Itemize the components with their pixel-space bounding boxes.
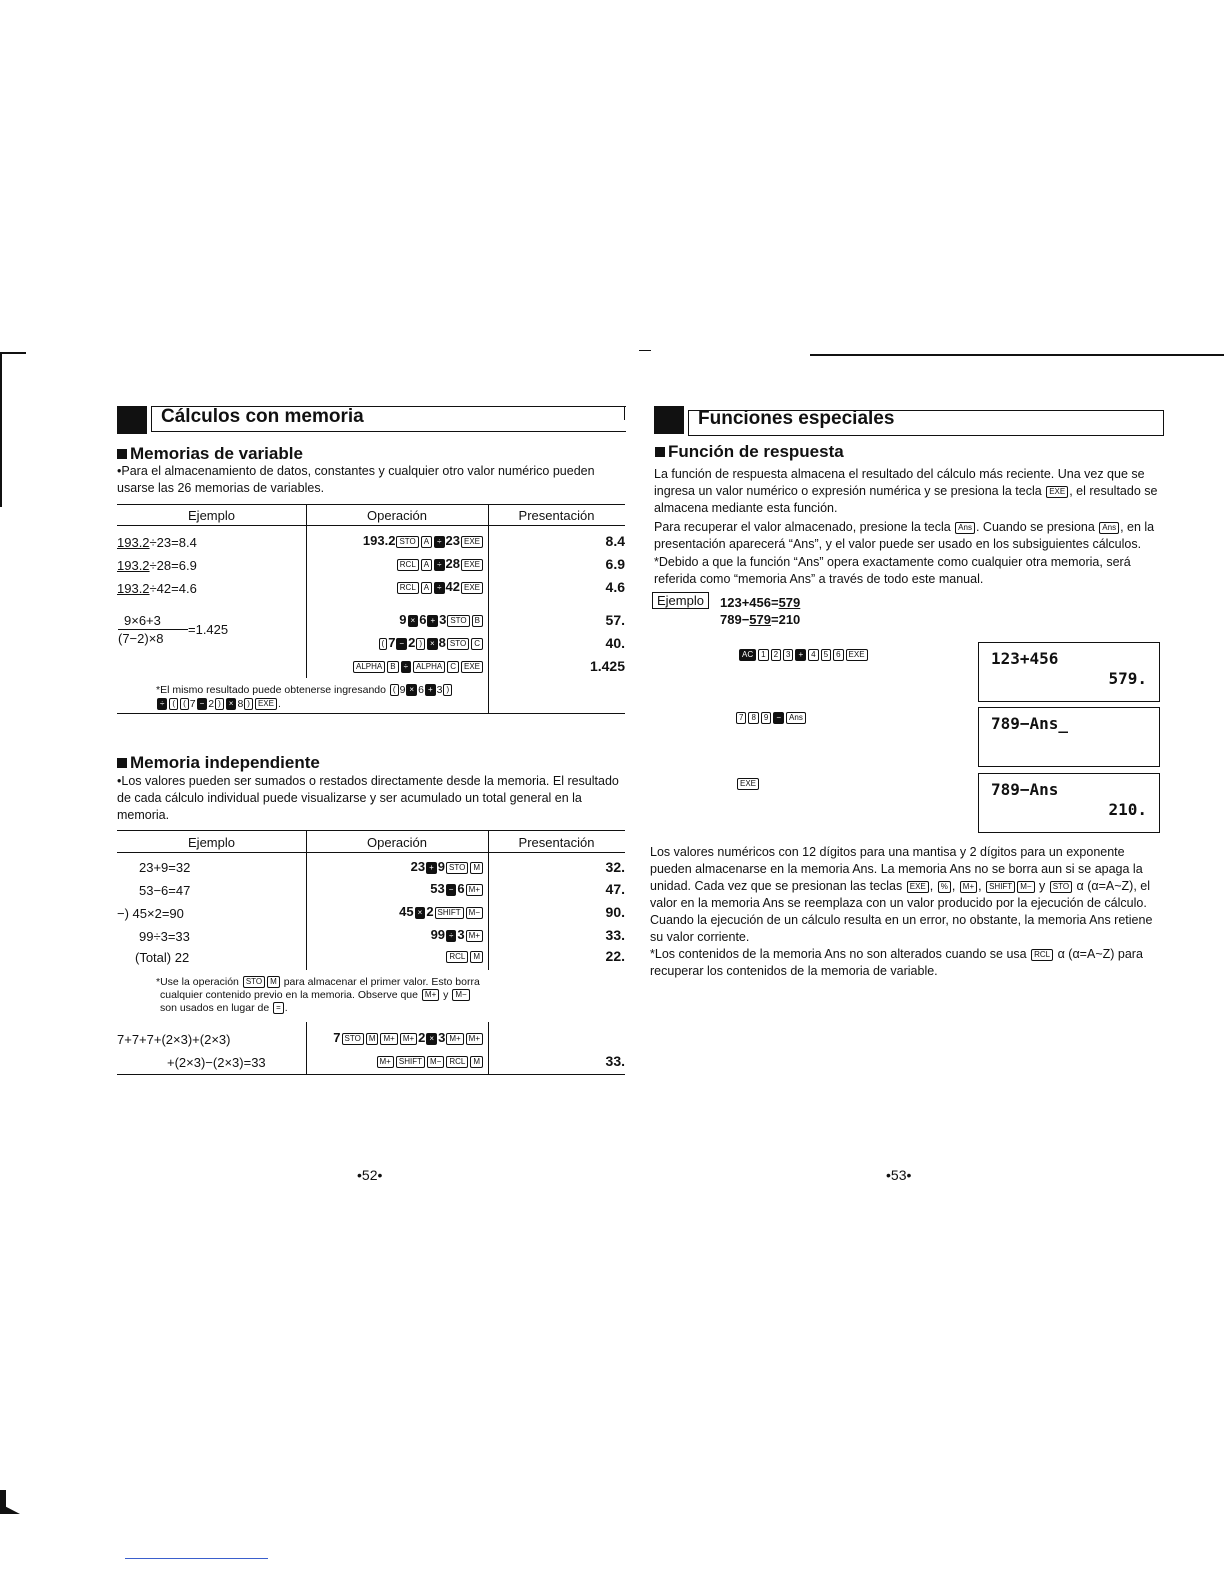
calculator-key-icon: M xyxy=(470,862,483,874)
table-row-example: 193.2÷42=4.6 xyxy=(117,581,197,596)
variable-table-note: ÷ ( ( 7 − 2 ) × 8 ) EXE . xyxy=(156,698,281,711)
calculator-key-icon: STO xyxy=(446,862,468,874)
calculator-key-icon: M+ xyxy=(960,881,977,893)
calculator-key-icon: EXE xyxy=(255,698,277,710)
table-col-divider xyxy=(488,830,489,970)
table-row-operation: 99 ÷ 3 M+ xyxy=(306,927,484,942)
calculator-key-icon: C xyxy=(471,638,483,650)
calculator-key-icon: AC xyxy=(739,649,756,661)
calculator-key-icon: M− xyxy=(1017,881,1034,893)
table-row-operation: 53 − 6 M+ xyxy=(306,881,484,896)
display-line-1: 789−Ans xyxy=(991,780,1059,799)
table-row-example: 193.2÷28=6.9 xyxy=(117,558,197,573)
calculator-key-icon: EXE xyxy=(461,559,483,571)
fraction-result: =1.425 xyxy=(188,622,229,637)
left-edge-line xyxy=(0,352,2,507)
calculator-key-icon: Ans xyxy=(1099,522,1119,534)
table-row-result: 1.425 xyxy=(589,658,625,674)
calculator-key-icon: M− xyxy=(452,989,469,1001)
calculator-key-icon: EXE xyxy=(846,649,868,661)
calculator-key-icon: ) xyxy=(416,638,425,650)
calculator-key-icon: M+ xyxy=(422,989,439,1001)
table-row-operation: 193.2 STO A ÷ 23 EXE xyxy=(306,533,484,548)
right-top-rule xyxy=(810,354,1224,356)
ejemplo-label: Ejemplo xyxy=(652,592,709,609)
table-row-operation: RCL A ÷ 28 EXE xyxy=(306,556,484,571)
calculator-key-icon: × xyxy=(426,1033,437,1045)
variable-memory-heading: Memorias de variable xyxy=(117,444,303,464)
calculator-key-icon: M+ xyxy=(466,930,483,942)
calculator-key-icon: M xyxy=(470,951,483,963)
calculator-key-icon: STO xyxy=(1050,881,1072,893)
table-row-operation: 45 × 2 SHIFT M− xyxy=(306,904,484,919)
table-row-result: 32. xyxy=(605,859,625,875)
fraction-numerator: 9×6+3 xyxy=(124,613,161,628)
center-tick xyxy=(639,350,651,351)
calculator-key-icon: M xyxy=(470,1056,483,1068)
calculator-key-icon: A xyxy=(421,559,432,571)
calculator-key-icon: ( xyxy=(390,684,399,696)
variable-table-note: *El mismo resultado puede obtenerse ingresando ( 9 × 6 + 3 ) xyxy=(156,684,453,697)
calculator-key-icon: RCL xyxy=(446,951,468,963)
calculator-key-icon: M+ xyxy=(466,884,483,896)
calculator-key-icon: M− xyxy=(466,907,483,919)
calculator-key-icon: − xyxy=(446,884,457,896)
calculator-key-icon: M− xyxy=(427,1056,444,1068)
left-bottom-mark xyxy=(0,1490,20,1514)
table-header-rule xyxy=(117,852,625,853)
col-header-ejemplo: Ejemplo xyxy=(188,508,235,523)
calculator-key-icon: STO xyxy=(243,976,265,988)
calculator-key-icon: EXE xyxy=(737,778,759,790)
col-header-operacion: Operación xyxy=(367,508,427,523)
table-row-operation: 23 + 9 STO M xyxy=(306,859,484,874)
table-row-example: 23+9=32 xyxy=(139,860,191,875)
calculator-key-icon: M+ xyxy=(466,1033,483,1045)
col-header-operacion: Operación xyxy=(367,835,427,850)
calculator-key-icon: STO xyxy=(447,638,469,650)
table-row-example: 7+7+7+(2×3)+(2×3) xyxy=(117,1032,231,1047)
key-sequence xyxy=(735,710,807,724)
display-line-1: 123+456 xyxy=(991,649,1059,668)
calculator-key-icon: % xyxy=(938,881,951,893)
table-row-operation xyxy=(306,658,484,673)
table-row-example: 53−6=47 xyxy=(139,883,191,898)
section-block-marker xyxy=(654,406,684,434)
table-row-operation xyxy=(306,948,484,963)
table-row-result: 90. xyxy=(605,904,625,920)
calculator-key-icon: ÷ xyxy=(434,536,444,548)
calculator-key-icon: M+ xyxy=(380,1033,397,1045)
calculator-key-icon: 3 xyxy=(783,649,793,661)
calculator-key-icon: EXE xyxy=(461,582,483,594)
table-row-operation: RCL A ÷ 42 EXE xyxy=(306,579,484,594)
calculator-key-icon: RCL xyxy=(1031,949,1053,961)
table-row-result: 47. xyxy=(605,881,625,897)
calculator-key-icon: Ans xyxy=(955,522,975,534)
calculator-display xyxy=(978,773,1160,833)
calculator-key-icon: M+ xyxy=(377,1056,394,1068)
calculator-key-icon: ALPHA xyxy=(353,661,385,673)
independent-table-note: *Use la operación STO M para almacenar el primer valor. Esto borra xyxy=(156,976,480,988)
calculator-key-icon: M+ xyxy=(446,1033,463,1045)
key-sequence xyxy=(738,647,869,661)
calculator-key-icon: ALPHA xyxy=(413,661,445,673)
answer-paragraph-3: *Debido a que la función “Ans” opera exactamente como cualquier otra memoria, será referida como “memoria Ans” a través de todo este manual. xyxy=(654,555,1131,586)
display-line-2: 579. xyxy=(1108,669,1147,688)
calculator-key-icon: × xyxy=(406,684,417,696)
independent-table-note: son usados en lugar de = . xyxy=(160,1002,288,1014)
calculator-key-icon: ÷ xyxy=(446,930,456,942)
table-col-divider xyxy=(488,1022,489,1074)
calculator-key-icon: RCL xyxy=(397,559,419,571)
table-row-operation: 9 × 6 + 3 STO B xyxy=(306,612,484,627)
table-row-example: +(2×3)−(2×3)=33 xyxy=(167,1055,266,1070)
table-row-example: 99÷3=33 xyxy=(139,929,190,944)
table-top-rule xyxy=(117,830,625,831)
calculator-key-icon: A xyxy=(421,536,432,548)
calculator-key-icon: 7 xyxy=(736,712,746,724)
left-top-rule xyxy=(0,352,26,354)
table-row-result: 22. xyxy=(605,948,625,964)
calculator-key-icon: 8 xyxy=(748,712,758,724)
calculator-key-icon: EXE xyxy=(1046,486,1068,498)
right-section-header xyxy=(654,406,1164,436)
answer-paragraph-5: *Los contenidos de la memoria Ans no son alterados cuando se usa RCL α (α=A~Z) para recuperar los contenidos de la memoria de variable. xyxy=(650,947,1143,978)
independent-memory-intro: •Los valores pueden ser sumados o restados directamente desde la memoria. El resultado de cada cálculo individual puede visualizarse y ser acumulado un total general en la memoria. xyxy=(117,774,619,822)
table-row-example: 193.2÷23=8.4 xyxy=(117,535,197,550)
calculator-key-icon: SHIFT xyxy=(986,881,1015,893)
table-row-operation: ( 7 − 2 ) × 8 STO C xyxy=(306,635,484,650)
calculator-key-icon: × xyxy=(415,907,426,919)
table-row-result: 40. xyxy=(605,635,625,651)
calculator-key-icon: SHIFT xyxy=(435,907,464,919)
calculator-key-icon: RCL xyxy=(446,1056,468,1068)
calculator-key-icon: B xyxy=(387,661,398,673)
table-row-result: 57. xyxy=(605,612,625,628)
calculator-key-icon: M xyxy=(366,1033,379,1045)
table-top-rule xyxy=(117,504,625,505)
calculator-key-icon: × xyxy=(427,638,438,650)
calculator-key-icon: ÷ xyxy=(401,661,411,673)
table-bottom-rule xyxy=(117,713,625,714)
calculator-key-icon: + xyxy=(795,649,806,661)
independent-memory-heading: Memoria independiente xyxy=(117,753,320,773)
calculator-key-icon: 2 xyxy=(771,649,781,661)
table-row-operation xyxy=(306,1053,484,1068)
table-row-result: 6.9 xyxy=(605,556,625,572)
calculator-key-icon: ÷ xyxy=(157,698,167,710)
calculator-key-icon: A xyxy=(421,582,432,594)
answer-paragraph-4: Los valores numéricos con 12 dígitos para una mantisa y 2 dígitos para un exponente pueden almacenarse en la memoria Ans. La memoria Ans no se borra aun si se apaga la unidad. Cada vez que se presionan las teclas EXE , % , M+ , SHIFT M− y STO α (α=A~Z), el valor en la memoria Ans se reemplaza con un valor producido por la ejecución de cálculo. Cuando la ejecución de un cálculo resulta en un error, no obstante, la memoria Ans retiene su valor corriente. xyxy=(650,845,1153,944)
calculator-key-icon: STO xyxy=(447,615,469,627)
table-row-result: 33. xyxy=(605,927,625,943)
calculator-key-icon: EXE xyxy=(907,881,929,893)
calculator-key-icon: ( xyxy=(379,638,388,650)
fraction-denominator: (7−2)×8 xyxy=(118,631,164,646)
calculator-key-icon: 5 xyxy=(821,649,831,661)
calculator-key-icon: STO xyxy=(342,1033,364,1045)
col-header-presentacion: Presentación xyxy=(518,508,595,523)
fraction-bar xyxy=(118,629,188,630)
table-bottom-rule xyxy=(117,1074,625,1075)
table-row-example: −) 45×2=90 xyxy=(117,906,184,921)
calculator-key-icon: = xyxy=(273,1002,284,1014)
calculator-key-icon: C xyxy=(447,661,459,673)
calculator-key-icon: SHIFT xyxy=(396,1056,425,1068)
calculator-key-icon: ) xyxy=(215,698,224,710)
ejemplo-line-1: 123+456=579 xyxy=(720,595,801,610)
calculator-key-icon: − xyxy=(773,712,784,724)
key-sequence xyxy=(736,776,760,790)
calculator-key-icon: STO xyxy=(396,536,418,548)
left-section-header xyxy=(117,406,625,436)
calculator-key-icon: M+ xyxy=(400,1033,417,1045)
calculator-key-icon: × xyxy=(408,615,419,627)
col-header-ejemplo: Ejemplo xyxy=(188,835,235,850)
calculator-key-icon: ( xyxy=(169,698,178,710)
calculator-key-icon: Ans xyxy=(786,712,806,724)
display-line-2: 210. xyxy=(1108,800,1147,819)
answer-paragraph-1: La función de respuesta almacena el resultado del cálculo más reciente. Una vez que se ingresa un valor numérico o expresión numérica y se presiona la tecla EXE , el resultado se almacena mediante esta función. xyxy=(654,467,1158,515)
table-col-divider xyxy=(488,504,489,714)
table-row-result: 33. xyxy=(605,1053,625,1069)
independent-table-note: cualquier contenido previo en la memoria. Observe que M+ y M− xyxy=(160,989,471,1002)
calculator-key-icon: + xyxy=(427,615,438,627)
calculator-key-icon: EXE xyxy=(461,536,483,548)
col-header-presentacion: Presentación xyxy=(518,835,595,850)
table-header-rule xyxy=(117,525,625,526)
table-row-result: 8.4 xyxy=(605,533,625,549)
calculator-key-icon: ÷ xyxy=(434,559,444,571)
variable-memory-intro: •Para el almacenamiento de datos, constantes y cualquier otro valor numérico pueden usarse las 26 memorias de variables. xyxy=(117,464,595,495)
section-title: Funciones especiales xyxy=(698,408,895,429)
calculator-display xyxy=(978,642,1160,702)
section-title: Cálculos con memoria xyxy=(161,406,364,427)
ejemplo-line-2: 789−579=210 xyxy=(720,612,801,627)
calculator-key-icon: RCL xyxy=(397,582,419,594)
section-block-marker xyxy=(117,406,147,434)
page-number-left: •52• xyxy=(357,1167,383,1183)
calculator-key-icon: ) xyxy=(244,698,253,710)
calculator-key-icon: B xyxy=(472,615,483,627)
calculator-key-icon: × xyxy=(226,698,237,710)
calculator-key-icon: − xyxy=(197,698,208,710)
calculator-key-icon: + xyxy=(425,684,436,696)
display-line-1: 789−Ans_ xyxy=(991,714,1069,733)
calculator-key-icon: ÷ xyxy=(434,582,444,594)
calculator-key-icon: 1 xyxy=(758,649,768,661)
calculator-key-icon: 4 xyxy=(808,649,818,661)
calculator-key-icon: ( xyxy=(180,698,189,710)
table-row-example: (Total) 22 xyxy=(135,950,190,965)
calculator-key-icon: + xyxy=(426,862,437,874)
calculator-key-icon: 9 xyxy=(761,712,771,724)
table-row-operation: 7 STO M M+ M+ 2 × 3 M+ M+ xyxy=(306,1030,484,1045)
calculator-key-icon: EXE xyxy=(461,661,483,673)
calculator-key-icon: M xyxy=(267,976,280,988)
page-number-right: •53• xyxy=(886,1167,912,1183)
calculator-display xyxy=(978,707,1160,767)
bottom-blue-line xyxy=(125,1558,268,1559)
table-row-result: 4.6 xyxy=(605,579,625,595)
calculator-key-icon: ) xyxy=(443,684,452,696)
calculator-key-icon: − xyxy=(396,638,407,650)
answer-function-heading: Función de respuesta xyxy=(655,442,844,462)
answer-paragraph-2: Para recuperar el valor almacenado, presione la tecla Ans . Cuando se presiona Ans , en la presentación aparecerá “Ans”, y el valor puede ser usado en los subsiguientes cálculos. xyxy=(654,520,1155,551)
calculator-key-icon: 6 xyxy=(833,649,843,661)
